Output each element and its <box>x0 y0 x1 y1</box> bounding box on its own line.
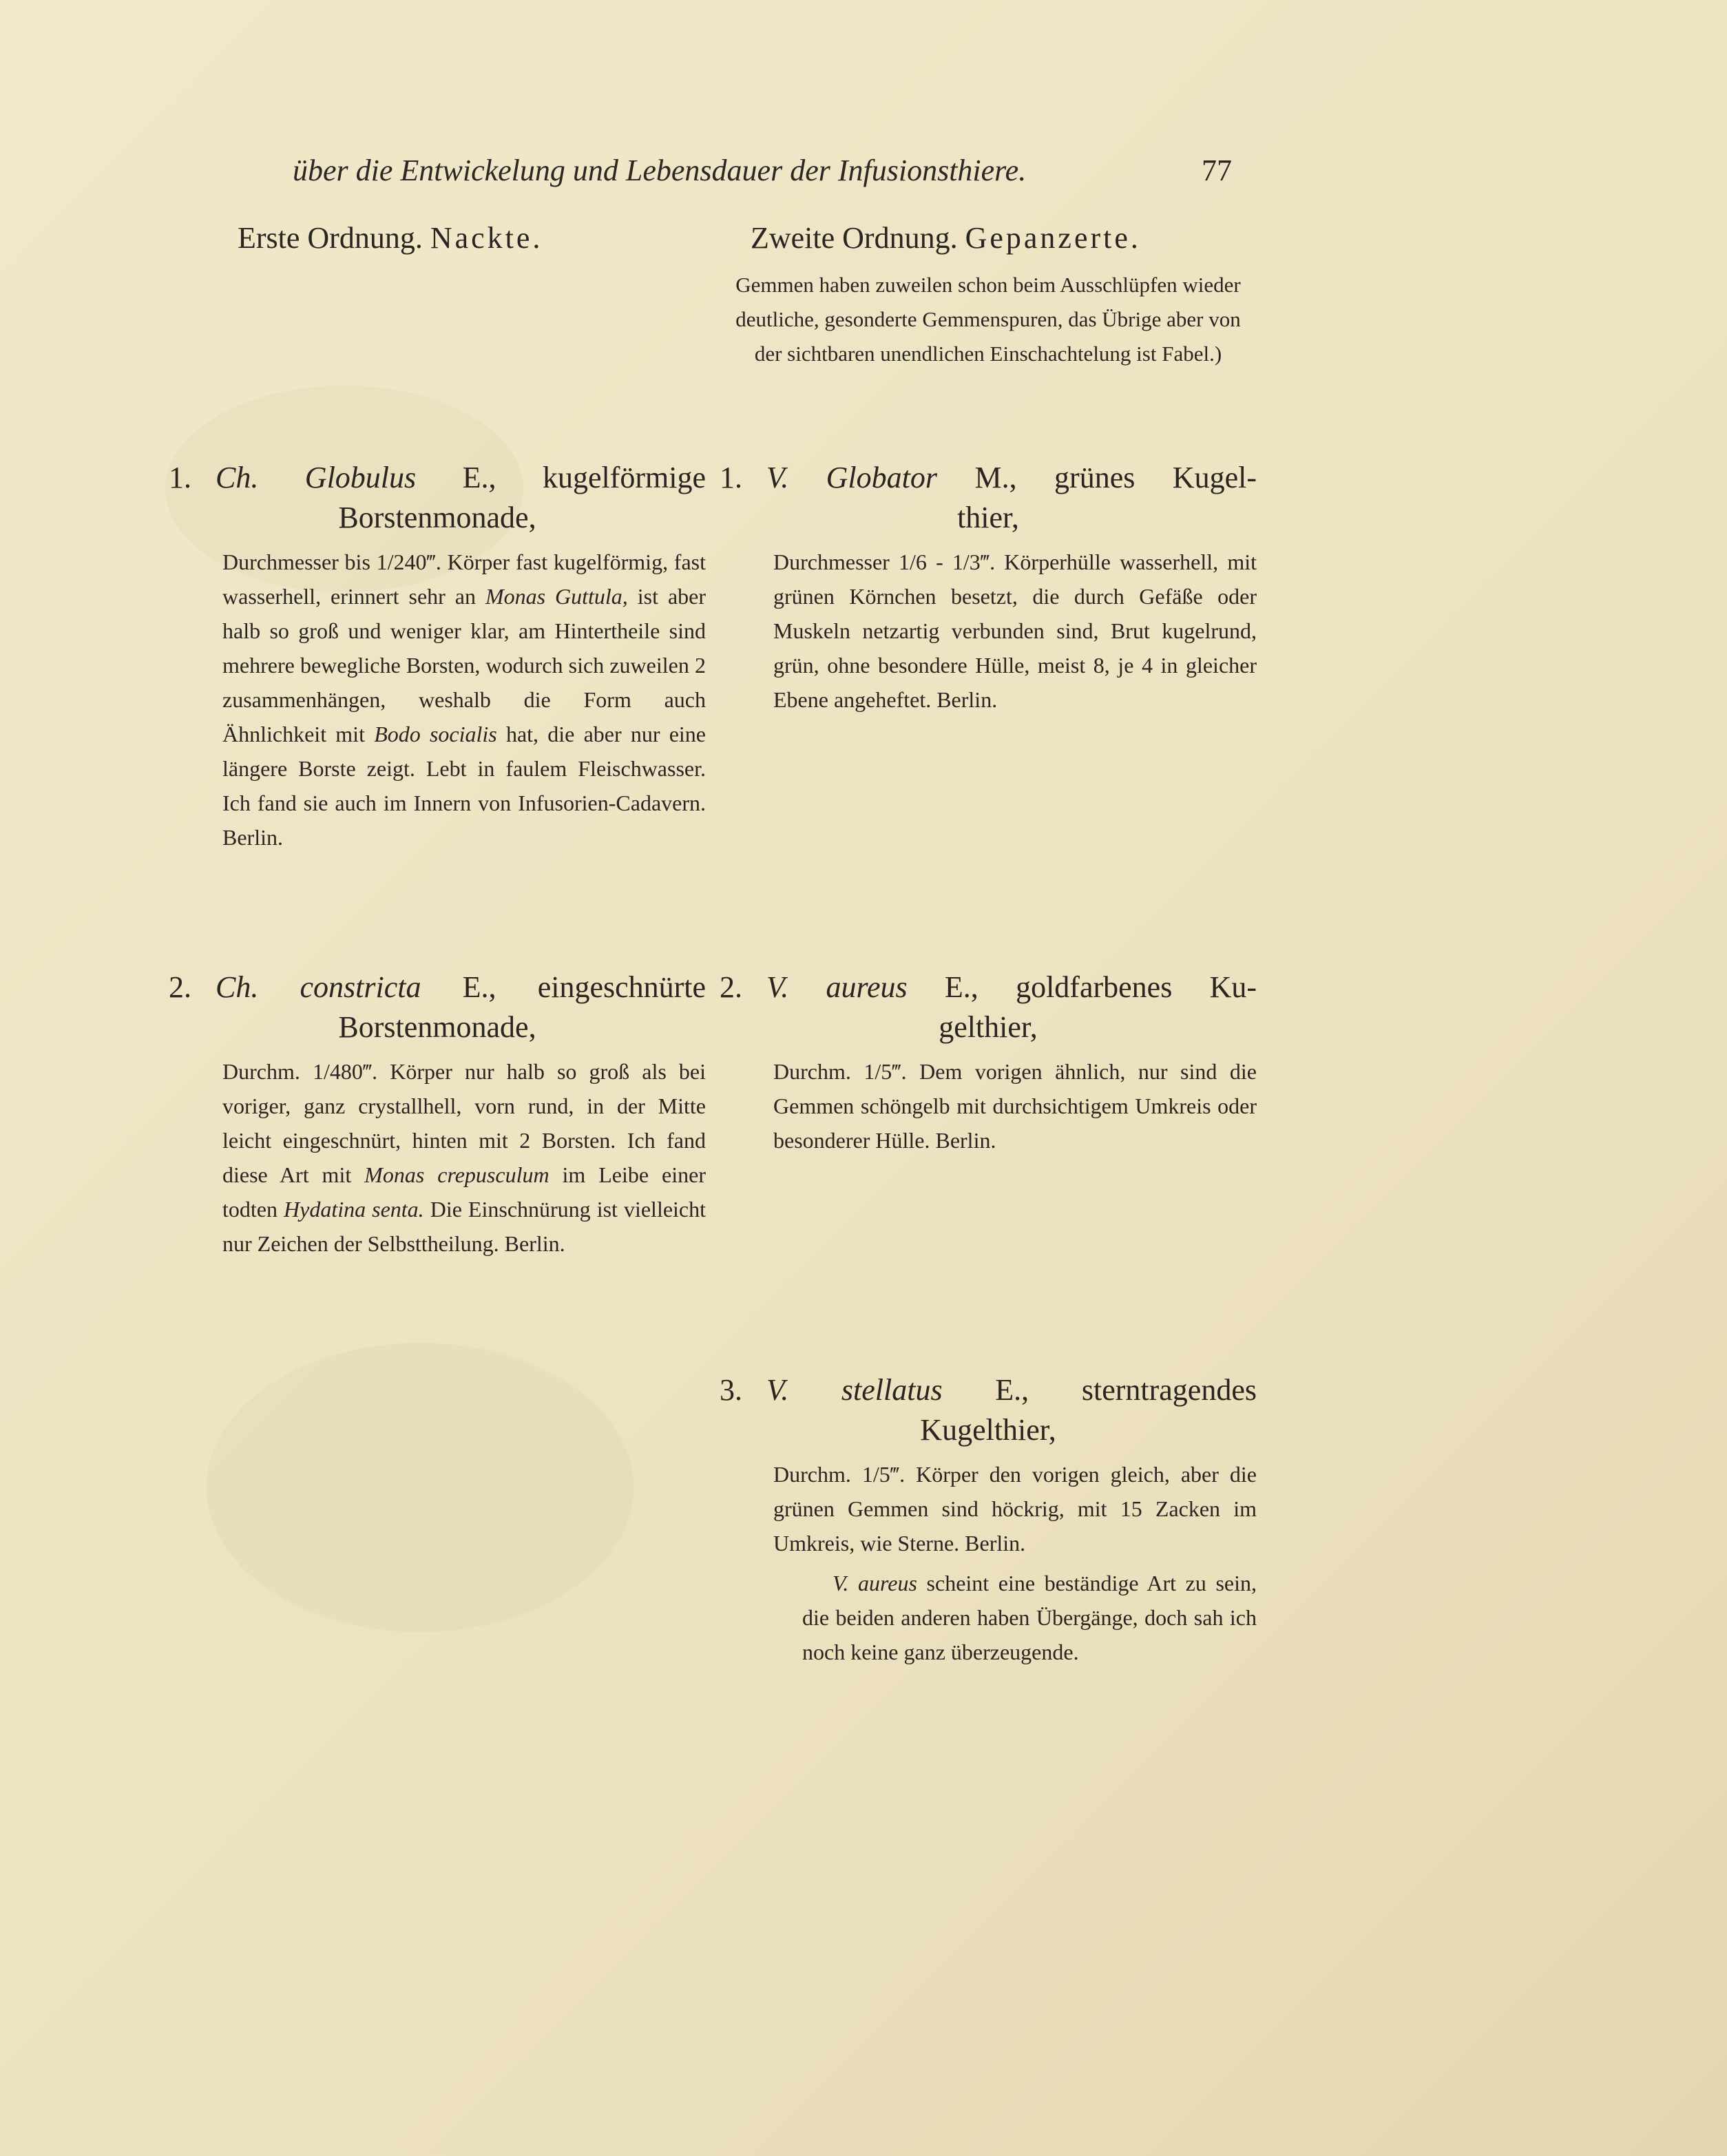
bleed-through-stain <box>207 1343 634 1632</box>
species-entry <box>720 967 1257 1158</box>
left-column <box>169 220 706 1256</box>
order-heading: Erste Ordnung. Nackte. <box>238 221 543 255</box>
common-name: Kugelthier, <box>920 1413 1056 1447</box>
species-heading: 2. V. aureus E., goldfarbenes Ku- <box>720 970 1257 1004</box>
species-entry <box>169 458 706 855</box>
common-name: gelthier, <box>939 1010 1038 1044</box>
species-name: V. Globator <box>766 461 938 494</box>
species-heading: 2. Ch. constricta E., eingeschnürte <box>169 970 706 1004</box>
species-name: Ch. Globulus <box>216 461 417 494</box>
right-column <box>720 220 1257 1664</box>
page-number: 77 <box>1202 154 1232 187</box>
species-description: Durchm. 1/480‴. Körper nur halb so groß als bei voriger, ganz crystallhell, vorn rund, in der Mitte leicht eingeschnürt, hinten mit 2 Borsten. Ich fand diese Art mit Monas crepusculum im Leibe einer todten Hydatina senta. Die Einschnürung ist vielleicht nur Zeichen der Selbsttheilung. Berlin. <box>222 1059 706 1256</box>
order-intro: Gemmen haben zuweilen schon beim Ausschlüpfen wieder deutliche, gesonderte Gemmenspuren, das Übrige aber von der sichtbaren unendlichen Einschachtelung ist Fabel.) <box>735 273 1241 366</box>
species-entry <box>720 1370 1257 1669</box>
species-entry <box>169 967 706 1261</box>
species-description: Durchm. 1/5‴. Körper den vorigen gleich, aber die grünen Gemmen sind höckrig, mit 15 Zacken im Umkreis, wie Sterne. Berlin. <box>773 1462 1257 1556</box>
species-name: V. aureus <box>766 970 908 1004</box>
page-header <box>0 153 1727 194</box>
species-note: V. aureus scheint eine beständige Art zu sein, die beiden anderen haben Übergänge, doch sah ich noch keine ganz überzeugende. <box>802 1571 1257 1664</box>
running-title: über die Entwickelung und Lebensdauer der Infusionsthiere. <box>293 154 1027 187</box>
species-entry <box>720 458 1257 717</box>
species-heading: 1. Ch. Globulus E., kugelförmige <box>169 461 706 494</box>
species-description: Durchmesser 1/6 - 1/3‴. Körperhülle wasserhell, mit grünen Körnchen besetzt, die durch Gefäße oder Muskeln netzartig verbunden sind, Brut kugelrund, grün, ohne besondere Hülle, meist 8, je 4 in gleicher Ebene angeheftet. Berlin. <box>773 550 1257 712</box>
common-name: Borstenmonade, <box>338 1010 536 1044</box>
species-name: V. stellatus <box>766 1373 943 1407</box>
species-name: Ch. constricta <box>216 970 421 1004</box>
species-heading: 1. V. Globator M., grünes Kugel- <box>720 461 1257 494</box>
common-name: Borstenmonade, <box>338 501 536 534</box>
species-description: Durchm. 1/5‴. Dem vorigen ähnlich, nur sind die Gemmen schöngelb mit durchsichtigem Umkreis oder besonderer Hülle. Berlin. <box>773 1059 1257 1153</box>
order-heading: Zweite Ordnung. Gepanzerte. <box>751 221 1141 255</box>
common-name: thier, <box>957 501 1019 534</box>
species-description: Durchmesser bis 1/240‴. Körper fast kugelförmig, fast wasserhell, erinnert sehr an Monas Guttula, ist aber halb so groß und weniger klar, am Hintertheile sind mehrere bewegliche Borsten, wodurch sich zuweilen 2 zusammenhängen, weshalb die Form auch Ähnlichkeit mit Bodo socialis hat, die aber nur eine längere Borste zeigt. Lebt in faulem Fleischwasser. Ich fand sie auch im Innern von Infusorien-Cadavern. Berlin. <box>222 550 706 850</box>
species-heading: 3. V. stellatus E., sterntragendes <box>720 1373 1257 1407</box>
